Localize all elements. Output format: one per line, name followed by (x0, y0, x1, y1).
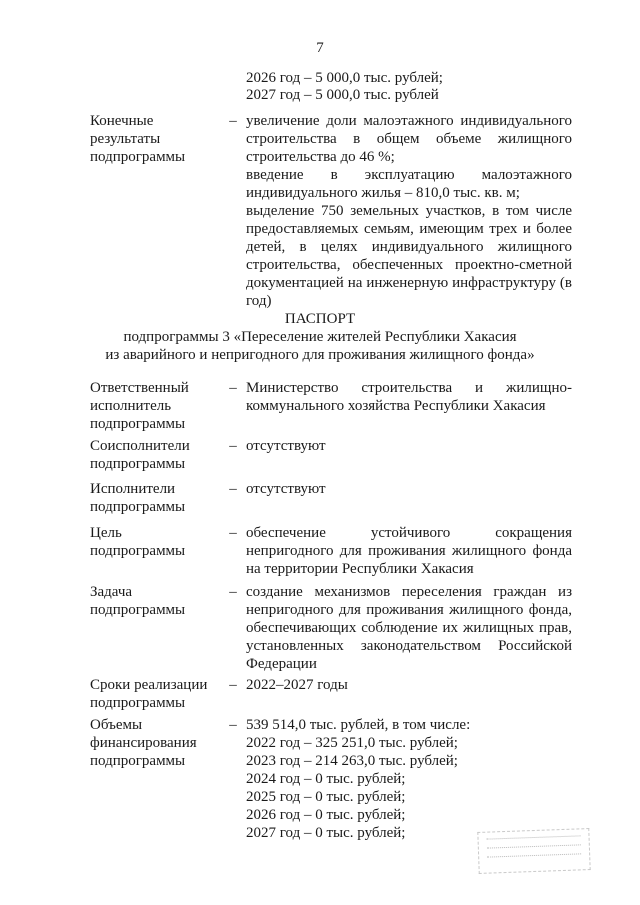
row-value: отсутствуют (246, 481, 326, 497)
row-label: Цель подпрограммы (90, 525, 186, 559)
row-value: обеспечение устойчивого сокращения непригодного для проживания жилищного фонда на территории Республики Хакасия (246, 525, 572, 577)
row-dash: – (229, 438, 237, 454)
row-label: Ответственный исполнитель подпрограммы (90, 380, 189, 432)
passport-subtitle-line1: подпрограммы 3 «Переселение жителей Республики Хакасия (123, 329, 517, 345)
funding-line: 2026 год – 0 тыс. рублей; (246, 807, 406, 823)
continuation-line: 2026 год – 5 000,0 тыс. рублей; (246, 70, 443, 86)
row-label: Объемы финансирования подпрограммы (90, 717, 197, 769)
stamp-mark (477, 828, 590, 874)
row-label: Сроки реализации подпрограммы (90, 677, 208, 711)
row-dash: – (229, 717, 237, 733)
row-dash: – (229, 584, 237, 600)
funding-line: 2023 год – 214 263,0 тыс. рублей; (246, 753, 458, 769)
continuation-line: 2027 год – 5 000,0 тыс. рублей (246, 87, 439, 103)
row-label: Исполнители подпрограммы (90, 481, 186, 515)
result-item: введение в эксплуатацию малоэтажного индивидуального жилья – 810,0 тыс. кв. м; (246, 167, 572, 201)
row-value: создание механизмов переселения граждан из непригодного для проживания жилищного фонда, обеспечивающих соблюдение их жилищных прав, установленных законодательством Российской Федерации (246, 584, 572, 672)
row-value: отсутствуют (246, 438, 326, 454)
results-label: Конечные результаты подпрограммы (90, 113, 186, 165)
passport-subtitle-line2: из аварийного и непригодного для проживания жилищного фонда» (105, 347, 535, 363)
funding-continuation (246, 70, 576, 104)
result-item: увеличение доли малоэтажного индивидуального строительства в общем объеме жилищного строительства до 46 %; (246, 113, 572, 165)
result-item: выделение 750 земельных участков, в том числе предоставляемых семьям, имеющим трех и более детей, в целях индивидуального жилищного строительства, обеспеченных проектно-сметной документацией на инженерную инфраструктуру (в год) (246, 203, 572, 309)
funding-line: 2024 год – 0 тыс. рублей; (246, 771, 406, 787)
page-number: 7 (316, 40, 324, 56)
funding-line: 2027 год – 0 тыс. рублей; (246, 825, 406, 841)
funding-line: 539 514,0 тыс. рублей, в том числе: (246, 717, 471, 733)
row-dash: – (229, 525, 237, 541)
row-dash: – (229, 113, 237, 129)
funding-line: 2025 год – 0 тыс. рублей; (246, 789, 406, 805)
passport-heading: ПАСПОРТ (284, 311, 356, 327)
row-dash: – (229, 481, 237, 497)
row-label: Задача подпрограммы (90, 584, 186, 618)
funding-line: 2022 год – 325 251,0 тыс. рублей; (246, 735, 458, 751)
row-label: Соисполнители подпрограммы (90, 438, 190, 472)
funding-value (246, 716, 572, 842)
row-value: 2022–2027 годы (246, 677, 348, 693)
row-dash: – (229, 380, 237, 396)
row-value: Министерство строительства и жилищно-коммунального хозяйства Республики Хакасия (246, 380, 572, 414)
row-dash: – (229, 677, 237, 693)
results-value (246, 112, 572, 310)
